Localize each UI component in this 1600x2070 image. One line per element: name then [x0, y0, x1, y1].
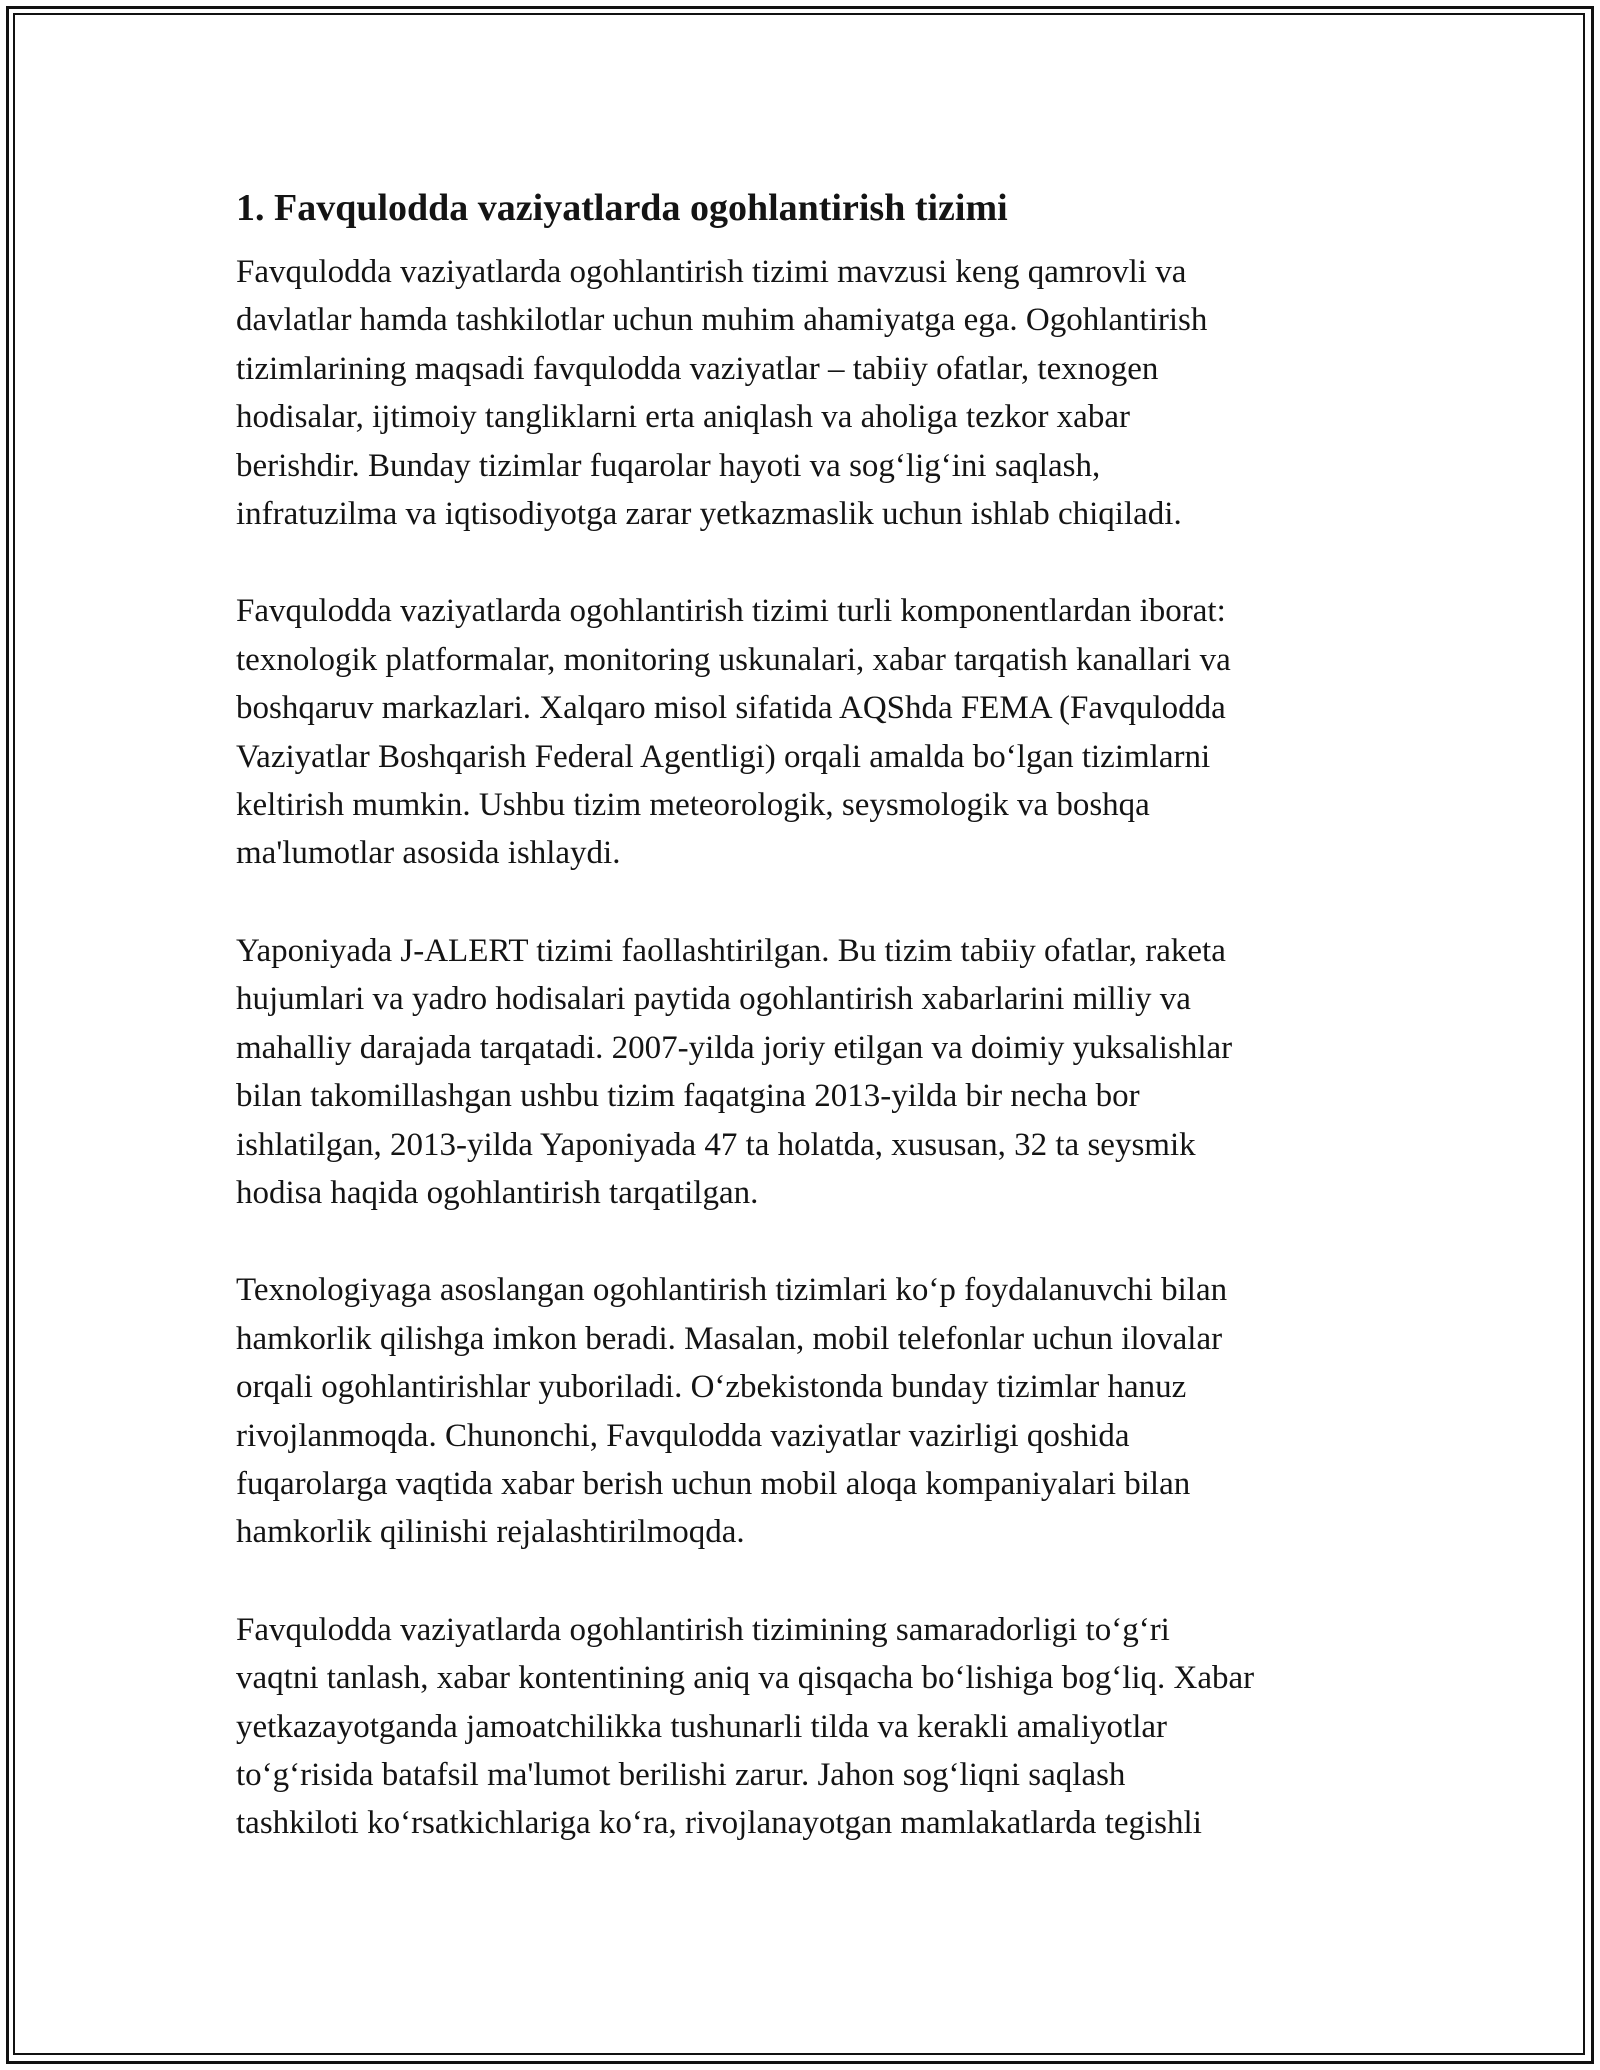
- paragraph-4: Texnologiyaga asoslangan ogohlantirish tizimlari ko‘p foydalanuvchi bilan hamkorlik qilishga imkon beradi. Masalan, mobil telefonlar uchun ilovalar orqali ogohlantirishlar yuboriladi. O‘zbekistonda bunday tizimlar hanuz rivojlanmoqda. Chunonchi, Favqulodda vaziyatlar vazirligi qoshida fuqarolarga vaqtida xabar berish uchun mobil aloqa kompaniyalari bilan hamkorlik qilinishi rejalashtirilmoqda.: [236, 1272, 1228, 1551]
- document-body: [236, 184, 1396, 1848]
- paragraph-1: Favqulodda vaziyatlarda ogohlantirish tizimi mavzusi keng qamrovli va davlatlar hamda tashkilotlar uchun muhim ahamiyatga ega. Ogohlantirish tizimlarining maqsadi favqulodda vaziyatlar – tabiiy ofatlar, texnogen hodisalar, ijtimoiy tangliklarni erta aniqlash va aholiga tezkor xabar berishdir. Bunday tizimlar fuqarolar hayoti va sog‘lig‘ini saqlash, infratuzilma va iqtisodiyotga zarar yetkazmaslik uchun ishlab chiqiladi.: [236, 254, 1208, 533]
- paragraph-2: Favqulodda vaziyatlarda ogohlantirish tizimi turli komponentlardan iborat: texnologik platformalar, monitoring uskunalari, xabar tarqatish kanallari va boshqaruv markazlari. Xalqaro misol sifatida AQShda FEMA (Favqulodda Vaziyatlar Boshqarish Federal Agentligi) orqali amalda bo‘lgan tizimlarni keltirish mumkin. Ushbu tizim meteorologik, seysmologik va boshqa ma'lumotlar asosida ishlaydi.: [236, 593, 1231, 872]
- section-heading: 1. Favqulodda vaziyatlarda ogohlantirish tizimi: [236, 187, 1008, 229]
- paragraph-5: Favqulodda vaziyatlarda ogohlantirish tizimining samaradorligi to‘g‘ri vaqtni tanlash, xabar kontentining aniq va qisqacha bo‘lishiga bog‘liq. Xabar yetkazayotganda jamoatchilikka tushunarli tilda va kerakli amaliyotlar to‘g‘risida batafsil ma'lumot berilishi zarur. Jahon sog‘liqni saqlash tashkiloti ko‘rsatkichlariga ko‘ra, rivojlanayotgan mamlakatlarda tegishli: [236, 1611, 1255, 1842]
- paragraph-3: Yaponiyada J-ALERT tizimi faollashtirilgan. Bu tizim tabiiy ofatlar, raketa hujumlari va yadro hodisalari paytida ogohlantirish xabarlarini milliy va mahalliy darajada tarqatadi. 2007-yilda joriy etilgan va doimiy yuksalishlar bilan takomillashgan ushbu tizim faqatgina 2013-yilda bir necha bor ishlatilgan, 2013-yilda Yaponiyada 47 ta holatda, xususan, 32 ta seysmik hodisa haqida ogohlantirish tarqatilgan.: [236, 932, 1233, 1211]
